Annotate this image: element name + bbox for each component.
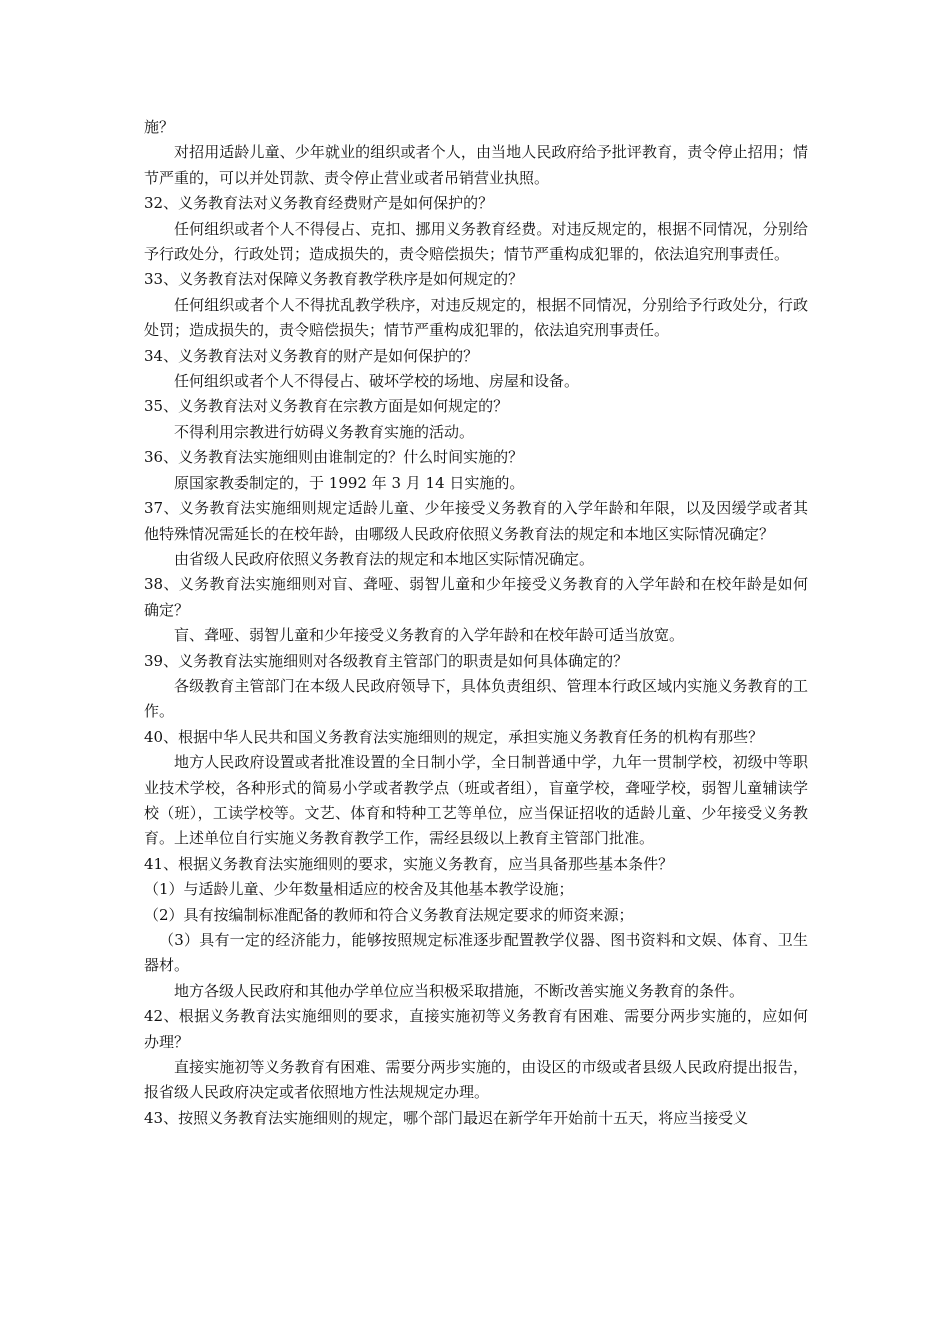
paragraph: 地方人民政府设置或者批准设置的全日制小学，全日制普通中学，九年一贯制学校，初级中等职业技术学校，各种形式的简易小学或者教学点（班或者组），盲童学校，聋哑学校，弱智儿童辅读学校（班），工读学校等。文艺、体育和特种工艺等单位，应当保证招收的适龄儿童、少年接受义务教育。上述单位自行实施义务教育教学工作，需经县级以上教育主管部门批准。 [144,753,808,848]
paragraph: 盲、聋哑、弱智儿童和少年接受义务教育的入学年龄和在校年龄可适当放宽。 [174,626,685,645]
paragraph: 直接实施初等义务教育有困难、需要分两步实施的，由设区的市级或者县级人民政府提出报告，报省级人民政府决定或者依照地方性法规规定办理。 [144,1058,808,1102]
paragraph: （1）与适龄儿童、少年数量相适应的校舍及其他基本教学设施； [144,880,574,899]
paragraph: 任何组织或者个人不得侵占、破坏学校的场地、房屋和设备。 [174,372,580,391]
paragraph: 地方各级人民政府和其他办学单位应当积极采取措施，不断改善实施义务教育的条件。 [174,981,745,1000]
question-paragraph: 32、义务教育法对义务教育经费财产是如何保护的？ [144,194,494,213]
paragraph: 对招用适龄儿童、少年就业的组织或者个人，由当地人民政府给予批评教育，责令停止招用；情节严重的，可以并处罚款、责令停止营业或者吊销营业执照。 [144,143,808,187]
paragraph: 任何组织或者个人不得扰乱教学秩序，对违反规定的，根据不同情况，分别给予行政处分，行政处罚；造成损失的，责令赔偿损失；情节严重构成犯罪的，依法追究刑事责任。 [144,295,808,340]
question-paragraph: 41、根据义务教育法实施细则的要求，实施义务教育，应当具备那些基本条件？ [144,854,674,873]
paragraph: （2）具有按编制标准配备的教师和符合义务教育法规定要求的师资来源； [144,905,634,924]
document-body [144,115,808,1131]
question-paragraph: 33、义务教育法对保障义务教育教学秩序是如何规定的？ [144,270,524,289]
question-paragraph: 34、义务教育法对义务教育的财产是如何保护的？ [144,346,479,365]
question-paragraph: 37、义务教育法实施细则规定适龄儿童、少年接受义务教育的入学年龄和年限，以及因缓学或者其他特殊情况需延长的在校年龄，由哪级人民政府依照义务教育法的规定和本地区实际情况确定？ [144,499,808,543]
question-paragraph: 35、义务教育法对义务教育在宗教方面是如何规定的？ [144,397,509,416]
question-paragraph: 施？ [144,118,175,136]
question-paragraph: 42、根据义务教育法实施细则的要求，直接实施初等义务教育有困难、需要分两步实施的，应如何办理？ [144,1007,808,1051]
question-paragraph: 40、根据中华人民共和国义务教育法实施细则的规定，承担实施义务教育任务的机构有那些？ [144,727,764,746]
paragraph: 各级教育主管部门在本级人民政府领导下，具体负责组织、管理本行政区域内实施义务教育的工作。 [144,676,808,721]
paragraph: （3）具有一定的经济能力，能够按照规定标准逐步配置教学仪器、图书资料和文娱、体育、卫生器材。 [144,931,808,975]
paragraph: 不得利用宗教进行妨碍义务教育实施的活动。 [174,422,475,441]
paragraph: 任何组织或者个人不得侵占、克扣、挪用义务教育经费。对违反规定的，根据不同情况，分别给予行政处分，行政处罚；造成损失的，责令赔偿损失；情节严重构成犯罪的，依法追究刑事责任。 [144,219,808,264]
paragraph: 原国家教委制定的，于 1992 年 3 月 14 日实施的。 [174,473,525,492]
question-paragraph: 36、义务教育法实施细则由谁制定的？什么时间实施的？ [144,448,524,467]
question-paragraph: 38、义务教育法实施细则对盲、聋哑、弱智儿童和少年接受义务教育的入学年龄和在校年龄是如何确定？ [144,575,808,619]
question-paragraph: 39、义务教育法实施细则对各级教育主管部门的职责是如何具体确定的？ [144,651,629,670]
paragraph: 由省级人民政府依照义务教育法的规定和本地区实际情况确定。 [174,549,595,568]
question-paragraph: 43、按照义务教育法实施细则的规定，哪个部门最迟在新学年开始前十五天，将应当接受义 [144,1108,749,1127]
